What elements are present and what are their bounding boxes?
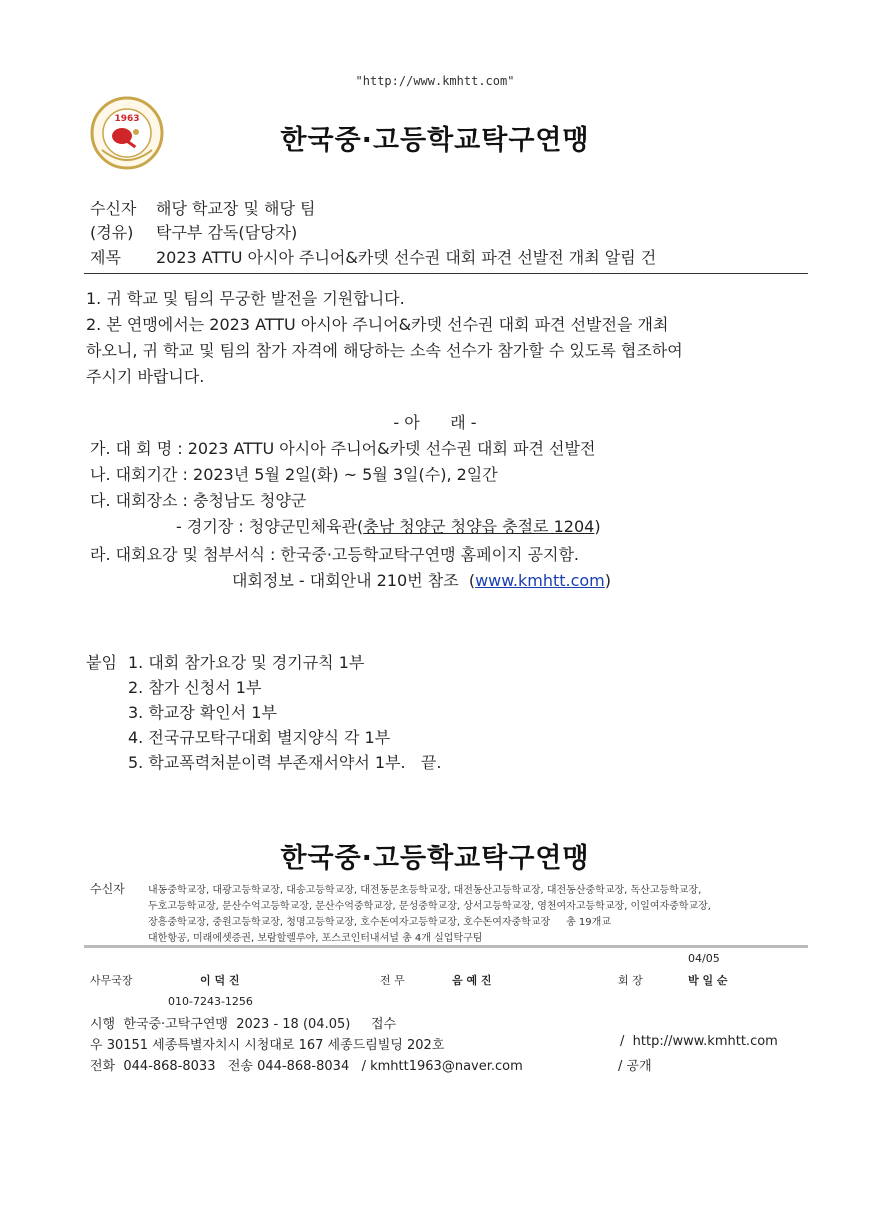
paragraph-2-line-1: 2. 본 연맹에서는 2023 ATTU 아시아 주니어&카뎃 선수권 대회 파견 선발전을 개최 — [86, 315, 669, 334]
item-guidelines: 라. 대회요강 및 첨부서식 : 한국중·고등학교탁구연맹 홈페이지 공지함. — [90, 545, 580, 564]
address-line: 우 30151 세종특별자치시 시청대로 167 세종드림빌딩 202호 — [90, 1038, 445, 1053]
recipient-label: 수신자 — [90, 199, 137, 218]
paragraph-2-line-3: 주시기 바랍니다. — [86, 367, 205, 386]
recipient-value: 해당 학교장 및 해당 팀 — [156, 199, 316, 218]
attachment-item: 2. 참가 신청서 1부 — [128, 678, 262, 697]
info-line — [232, 568, 611, 591]
attachment-item: 5. 학교폭력처분이력 부존재서약서 1부. 끝. — [128, 753, 442, 772]
paragraph-2-line-2: 하오니, 귀 학교 및 팀의 참가 자격에 해당하는 소속 선수가 참가할 수 있도록 협조하여 — [86, 341, 683, 360]
venue-address: 충남 청양군 청양읍 충절로 1204 — [363, 517, 595, 536]
venue-line — [176, 514, 601, 537]
via-value: 탁구부 감독(담당자) — [156, 223, 298, 242]
subject-label: 제목 — [90, 248, 121, 267]
recipients-label: 수신자 — [90, 882, 125, 896]
attachment-item: 4. 전국규모탁구대회 별지양식 각 1부 — [128, 728, 391, 747]
org-title: 한국중·고등학교탁구연맹 — [280, 125, 590, 156]
item-event-location: 다. 대회장소 : 충청남도 청양군 — [90, 491, 307, 510]
recipients-line: 대한항공, 미래에셋증권, 보람할렐루야, 포스코인터내셔널 총 4개 실업탁구팀 — [148, 933, 483, 944]
secretary-name: 이 덕 진 — [200, 974, 240, 987]
top-url: "http://www.kmhtt.com" — [355, 74, 515, 88]
recipients-line: 두호고등학교장, 문산수억고등학교장, 문산수억중학교장, 문성중학교장, 상서고등학교장, 영천여자고등학교장, 이일여자중학교장, — [148, 901, 711, 912]
attachment-item: 3. 학교장 확인서 1부 — [128, 703, 277, 722]
subject-value: 2023 ATTU 아시아 주니어&카뎃 선수권 대회 파견 선발전 개최 알림 건 — [156, 248, 657, 267]
via-label: (경유) — [90, 223, 134, 242]
info-prefix: 대회정보 - 대회안내 210번 참조 ( — [232, 571, 476, 590]
attachment-item: 1. 대회 참가요강 및 경기규칙 1부 — [128, 653, 365, 672]
president-title: 회 장 — [618, 974, 643, 987]
item-event-name: 가. 대 회 명 : 2023 ATTU 아시아 주니어&카뎃 선수권 대회 파견 선발전 — [90, 439, 596, 458]
below-heading: - 아 래 - — [393, 413, 477, 432]
contact-line: 전화 044-868-8033 전송 044-868-8034 / kmhtt1963@naver.com — [90, 1059, 523, 1074]
item-event-period: 나. 대회기간 : 2023년 5월 2일(화) ~ 5월 3일(수), 2일간 — [90, 465, 498, 484]
enforcement-line: 시행 한국중·고탁구연맹 2023 - 18 (04.05) 접수 — [90, 1017, 397, 1032]
seal-year: 1963 — [114, 114, 140, 124]
contact-phone: 010-7243-1256 — [168, 995, 253, 1008]
director-name: 음 예 진 — [452, 974, 492, 987]
info-suffix: ) — [604, 571, 612, 590]
footer-homepage[interactable]: / http://www.kmhtt.com — [620, 1034, 778, 1049]
venue-prefix: - 경기장 : 청양군민체육관( — [176, 517, 364, 536]
approval-date: 04/05 — [688, 952, 720, 965]
recipients-line: 내동중학교장, 대광고등학교장, 대송고등학교장, 대전동문초등학교장, 대전동산고등학교장, 대전동산중학교장, 독산고등학교장, — [148, 885, 702, 896]
attachments-label: 붙임 — [86, 653, 117, 672]
secretary-title: 사무국장 — [90, 974, 133, 987]
footer-org-title: 한국중·고등학교탁구연맹 — [280, 843, 590, 874]
paragraph-1: 1. 귀 학교 및 팀의 무궁한 발전을 기원합니다. — [86, 289, 405, 308]
venue-suffix: ) — [594, 517, 601, 536]
recipients-line: 장흥중학교장, 중원고등학교장, 청명고등학교장, 호수돈여자고등학교장, 호수돈여자중학교장 총 19개교 — [148, 917, 611, 928]
president-name: 박 일 순 — [688, 974, 728, 987]
homepage-link[interactable]: www.kmhtt.com — [475, 571, 605, 590]
footer-divider-top — [84, 945, 808, 948]
header-divider — [84, 273, 808, 274]
disclosure-status: / 공개 — [618, 1059, 652, 1074]
director-title: 전 무 — [380, 974, 405, 987]
